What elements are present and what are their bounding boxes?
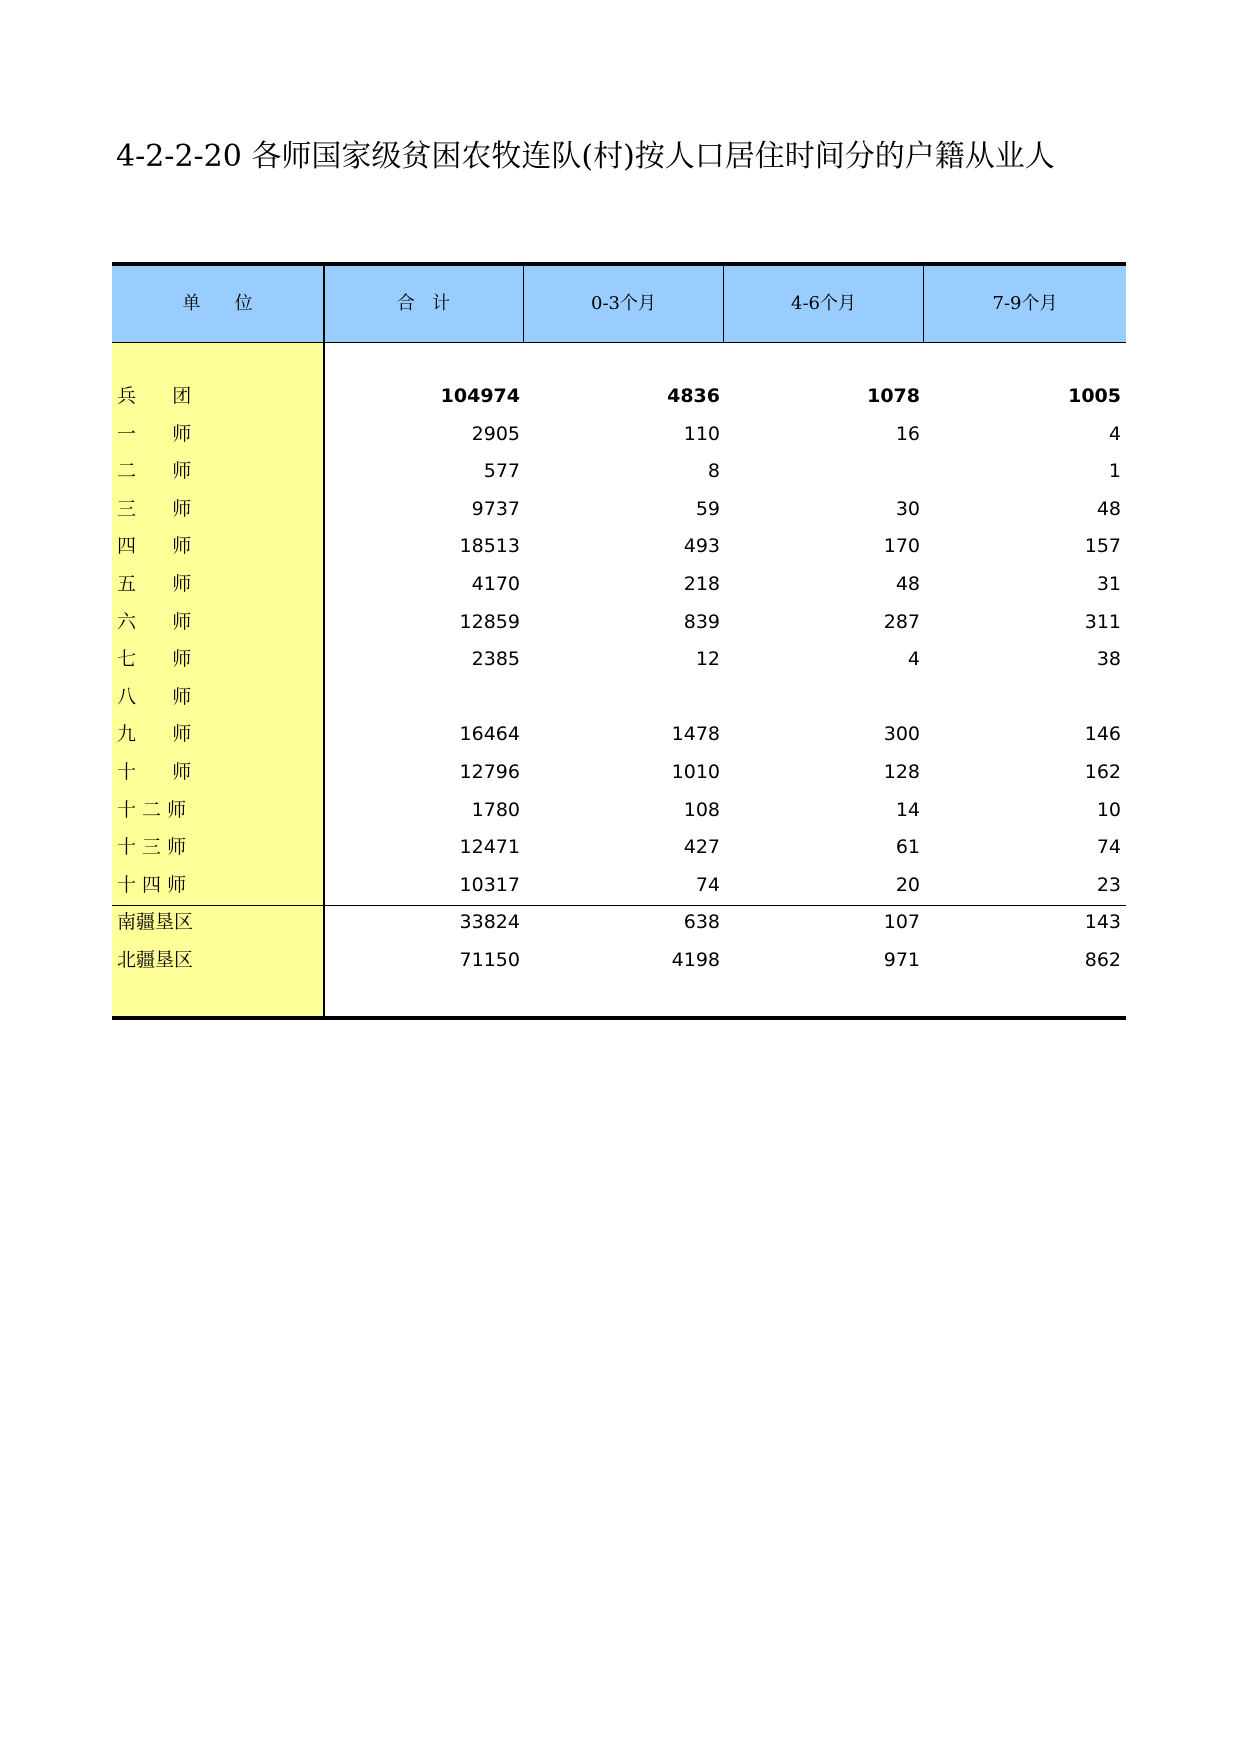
row-value: 143 [1084, 911, 1121, 934]
table-row [112, 528, 1126, 565]
row-label: 三 师 [117, 497, 192, 520]
row-label: 七 师 [117, 648, 192, 671]
table-row [112, 754, 1126, 791]
row-value: 427 [683, 836, 720, 859]
row-value: 170 [883, 535, 920, 558]
table-row [112, 829, 1126, 866]
row-label: 兵 团 [117, 385, 192, 407]
row-value: 33824 [459, 911, 520, 934]
row-value: 1 [1108, 460, 1121, 483]
row-value: 493 [683, 535, 720, 558]
row-value [724, 453, 920, 490]
row-value [524, 679, 720, 716]
row-value: 18513 [459, 535, 520, 558]
row-value: 108 [683, 798, 720, 821]
row-value: 12859 [459, 610, 520, 633]
row-value: 1478 [671, 723, 720, 746]
table-row [112, 904, 1126, 941]
row-value: 110 [683, 422, 720, 445]
table-row [112, 453, 1126, 490]
row-value: 74 [695, 873, 720, 896]
row-value: 971 [883, 949, 920, 971]
table-row [112, 792, 1126, 829]
table-row [112, 566, 1126, 603]
header-0-3-months: 0-3个月 [591, 293, 656, 314]
row-value: 287 [883, 610, 920, 633]
row-value: 638 [683, 911, 720, 934]
row-value: 8 [707, 460, 720, 483]
row-value [924, 679, 1121, 716]
header-7-9-months: 7-9个月 [992, 293, 1058, 314]
row-value: 12 [695, 648, 720, 671]
table-row [112, 867, 1126, 904]
row-value: 1780 [471, 798, 520, 821]
row-value: 146 [1084, 723, 1121, 746]
row-label: 十 四 师 [117, 873, 187, 896]
row-value: 31 [1096, 573, 1121, 595]
table-row [112, 679, 1126, 716]
row-value: 1005 [1068, 385, 1121, 407]
row-value: 862 [1084, 949, 1121, 971]
row-value: 300 [883, 723, 920, 746]
row-value: 218 [683, 573, 720, 595]
row-value: 12471 [459, 836, 520, 859]
row-label: 一 师 [117, 422, 192, 445]
row-value: 61 [895, 836, 920, 859]
row-value: 16464 [459, 723, 520, 746]
row-value: 74 [1096, 836, 1121, 859]
table-row [112, 416, 1126, 453]
table-row [112, 604, 1126, 641]
row-value: 14 [895, 798, 920, 821]
row-label: 十 师 [117, 761, 192, 783]
row-label: 南疆垦区 [117, 911, 194, 934]
row-value: 839 [683, 610, 720, 633]
table-header-row [112, 266, 1126, 343]
row-label: 二 师 [117, 460, 192, 483]
row-label: 北疆垦区 [117, 949, 194, 971]
row-value: 38 [1096, 648, 1121, 671]
row-value [324, 679, 520, 716]
header-divider [923, 266, 924, 342]
row-value: 71150 [459, 949, 520, 971]
row-value: 107 [883, 911, 920, 934]
row-value: 2385 [471, 648, 520, 671]
row-value: 48 [895, 573, 920, 595]
row-value: 59 [695, 497, 720, 520]
row-value: 4 [1108, 422, 1121, 445]
header-total: 合 计 [396, 293, 451, 314]
row-label: 十 二 师 [117, 798, 187, 821]
row-value: 4198 [671, 949, 720, 971]
row-label: 八 师 [117, 685, 192, 708]
row-label: 十 三 师 [117, 836, 187, 859]
row-value: 311 [1084, 610, 1121, 633]
row-value: 12796 [459, 761, 520, 783]
row-value: 16 [895, 422, 920, 445]
row-value: 9737 [471, 497, 520, 520]
table-row [112, 942, 1126, 979]
row-label: 四 师 [117, 535, 192, 558]
row-value: 4836 [667, 385, 720, 407]
header-divider [523, 266, 524, 342]
header-divider [723, 266, 724, 342]
row-value: 577 [483, 460, 520, 483]
row-value: 128 [883, 761, 920, 783]
table-row [112, 641, 1126, 678]
page-title: 4-2-2-20 各师国家级贫困农牧连队(村)按人口居住时间分的户籍从业人 [116, 139, 1055, 174]
row-value: 4170 [471, 573, 520, 595]
row-value: 162 [1084, 761, 1121, 783]
header-4-6-months: 4-6个月 [791, 293, 856, 314]
row-value [724, 679, 920, 716]
row-value: 23 [1096, 873, 1121, 896]
table-row [112, 378, 1126, 415]
row-value: 1010 [671, 761, 720, 783]
table-row [112, 491, 1126, 528]
data-table [112, 262, 1126, 1020]
row-value: 10 [1096, 798, 1121, 821]
table-bottom-rule [112, 1016, 1126, 1020]
row-value: 20 [895, 873, 920, 896]
row-value: 30 [895, 497, 920, 520]
row-value: 157 [1084, 535, 1121, 558]
row-value: 104974 [440, 385, 520, 407]
row-value: 10317 [459, 873, 520, 896]
row-value: 2905 [471, 422, 520, 445]
row-label: 五 师 [117, 573, 192, 595]
table-row [112, 716, 1126, 753]
row-value: 48 [1096, 497, 1121, 520]
row-value: 1078 [867, 385, 920, 407]
row-label: 九 师 [117, 723, 192, 746]
row-label: 六 师 [117, 610, 192, 633]
header-unit: 单 位 [182, 293, 253, 314]
row-value: 4 [907, 648, 920, 671]
